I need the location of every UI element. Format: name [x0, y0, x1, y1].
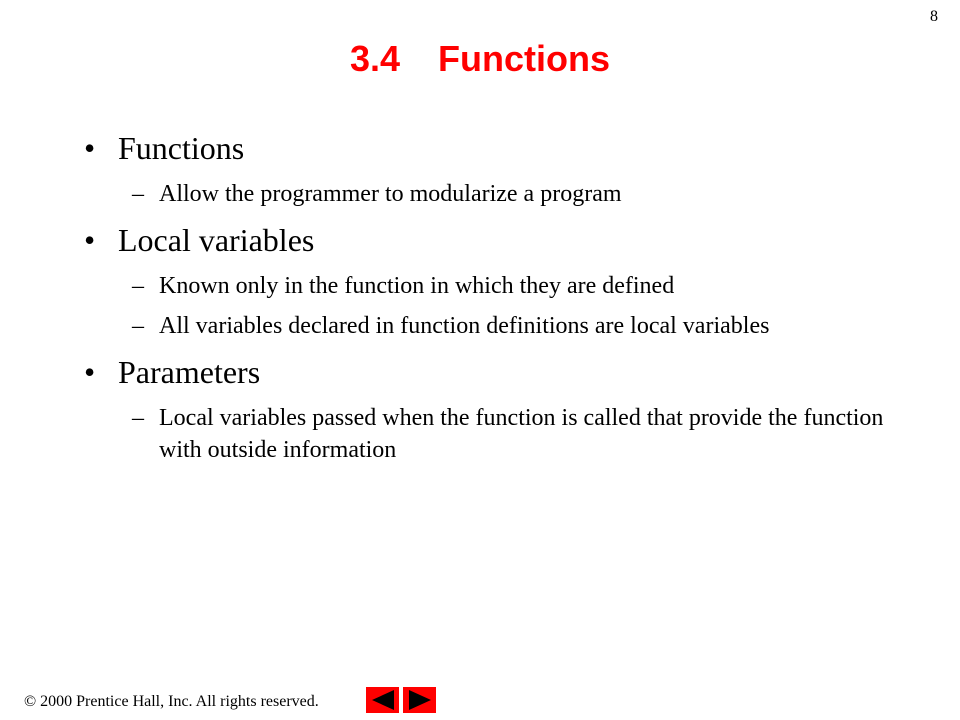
- page-number: 8: [930, 8, 938, 25]
- right-arrow-icon: [407, 689, 433, 711]
- sub-bullet: [84, 402, 914, 466]
- bullet-functions: • Functions: [84, 126, 914, 170]
- sub-bullet: [84, 270, 914, 302]
- copyright-text: 2000 Prentice Hall, Inc. All rights reserved.: [40, 693, 319, 710]
- previous-slide-button[interactable]: [366, 687, 399, 713]
- slide-navigation: [366, 687, 436, 713]
- left-arrow-icon: [370, 689, 396, 711]
- sub-bullet-text: Local variables passed when the function is called that provide the function with outside information: [159, 405, 884, 463]
- title-text: Functions: [438, 38, 611, 79]
- section-number: 3.4: [349, 38, 401, 79]
- copyright-footer: [24, 693, 319, 711]
- bullet-list: [84, 118, 914, 472]
- copyright-symbol: ©: [24, 693, 37, 710]
- next-slide-button[interactable]: [403, 687, 436, 713]
- sub-bullet: [84, 310, 914, 342]
- sub-bullet-text: All variables declared in function definitions are local variables: [159, 313, 770, 339]
- dash-marker: –: [132, 313, 144, 339]
- sub-bullet-text: Known only in the function in which they are defined: [159, 273, 675, 299]
- dash-marker: –: [132, 181, 144, 207]
- dash-marker: –: [132, 273, 144, 299]
- dash-marker: –: [132, 405, 144, 431]
- sub-bullet: [84, 178, 914, 210]
- sub-bullet-text: Allow the programmer to modularize a program: [159, 181, 622, 207]
- bullet-parameters: • Parameters: [84, 350, 914, 394]
- page-title: [0, 38, 960, 80]
- bullet-local-variables: • Local variables: [84, 218, 914, 262]
